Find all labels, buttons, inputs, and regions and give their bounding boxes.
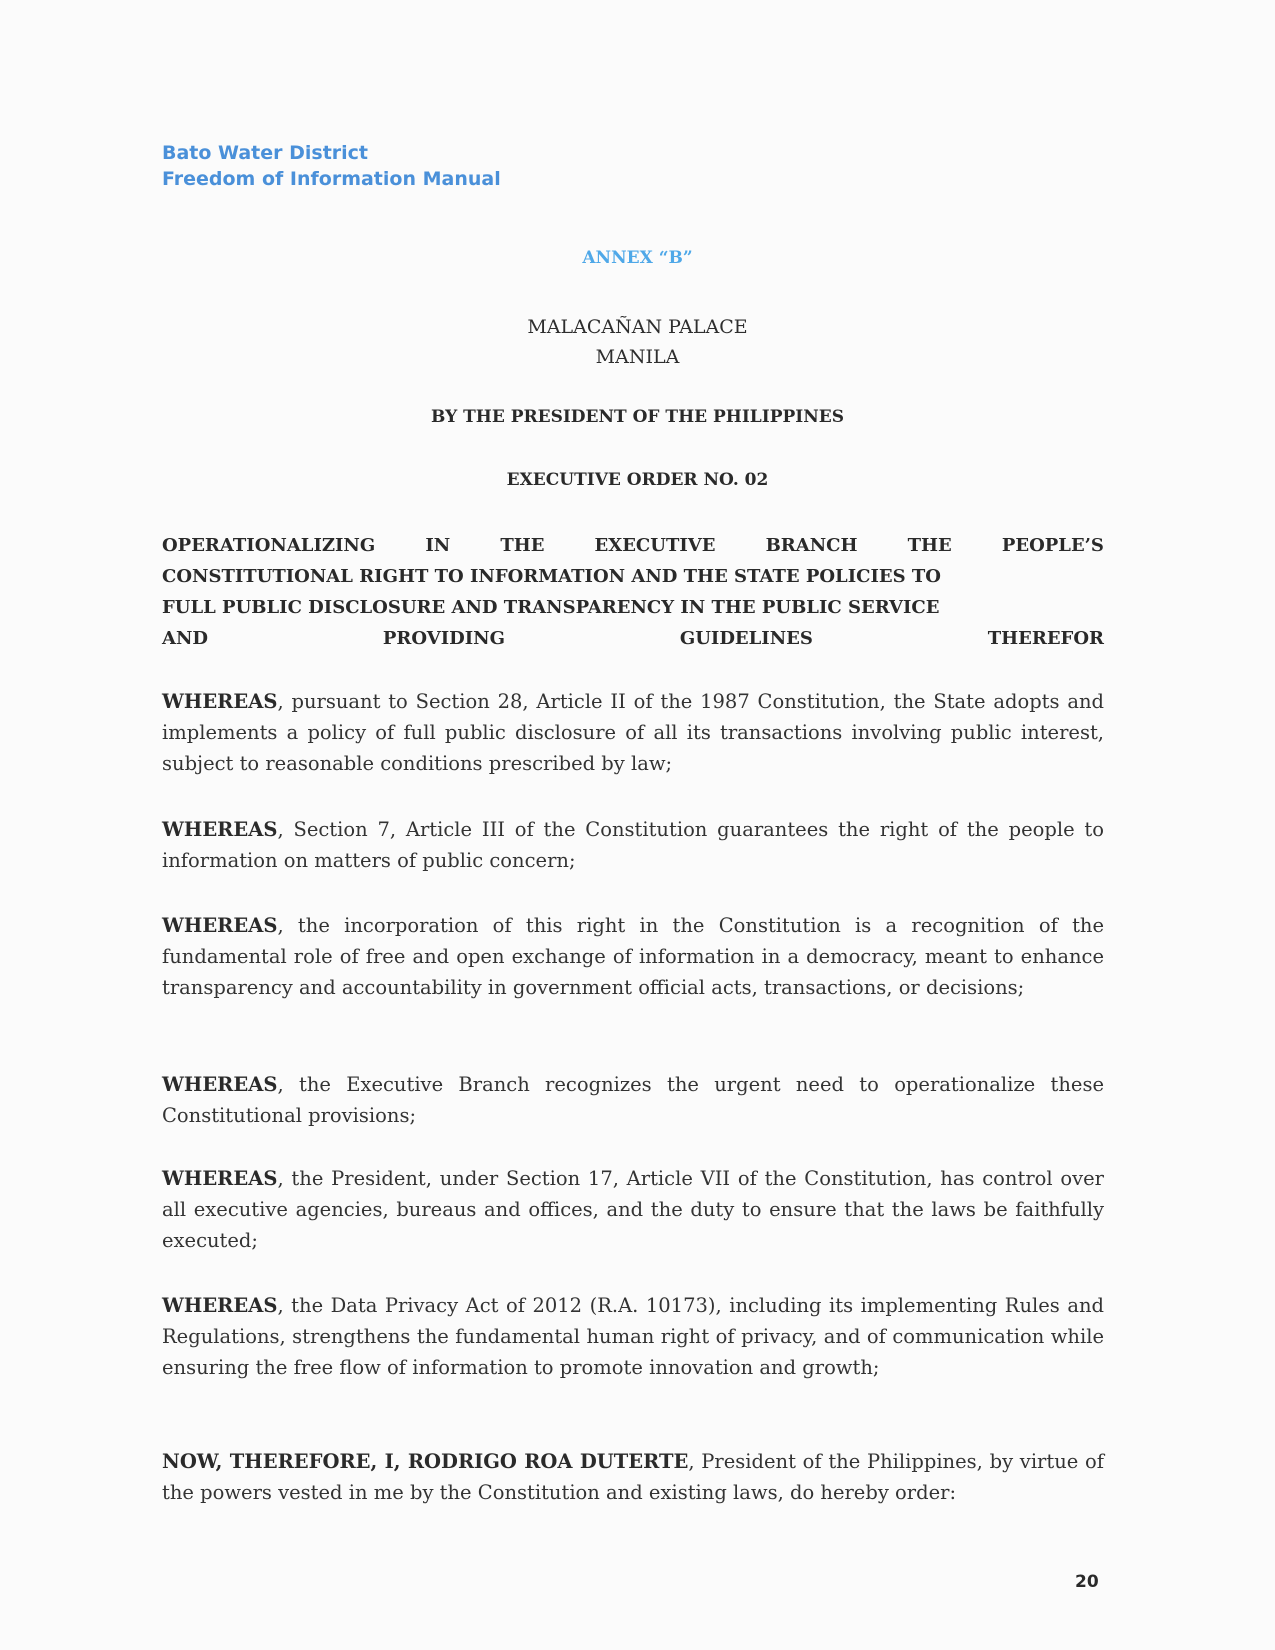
paragraph-lead: WHEREAS xyxy=(162,1167,278,1190)
title-word: THEREFOR xyxy=(987,628,1104,649)
whereas-paragraph-3 xyxy=(162,910,1104,1003)
palace-city: MANILA xyxy=(595,346,680,368)
paragraph-text: , the incorporation of this right in the Constitution is a recognition of the fundamental role of free and open exchange of information in a democracy, meant to enhance transparency and accountability in government official acts, transactions, or decisions; xyxy=(162,914,1104,999)
title-line-4 xyxy=(162,623,1104,654)
executive-order-number: EXECUTIVE ORDER NO. 02 xyxy=(506,470,769,490)
paragraph-text: , the Executive Branch recognizes the urgent need to operationalize these Constitutional provisions; xyxy=(162,1073,1104,1127)
paragraph-lead: WHEREAS xyxy=(162,1294,278,1317)
header-organization: Bato Water District xyxy=(162,142,369,164)
paragraph-text: , Section 7, Article III of the Constitution guarantees the right of the people to information on matters of public concern; xyxy=(162,818,1104,872)
paragraph-text: , the President, under Section 17, Article VII of the Constitution, has control over all executive agencies, bureaus and offices, and the duty to ensure that the laws be faithfully executed; xyxy=(162,1167,1104,1252)
title-word: THE xyxy=(907,535,952,556)
whereas-paragraph-1 xyxy=(162,686,1104,779)
whereas-paragraph-2 xyxy=(162,814,1104,876)
title-word: THE xyxy=(500,535,545,556)
order-title xyxy=(162,530,1104,654)
palace-heading xyxy=(0,312,1275,372)
order-paragraph xyxy=(162,1446,1104,1508)
title-word: GUIDELINES xyxy=(679,628,813,649)
title-word: AND xyxy=(162,628,209,649)
title-word: EXECUTIVE xyxy=(594,535,716,556)
paragraph-text: , the Data Privacy Act of 2012 (R.A. 10173), including its implementing Rules and Regulations, strengthens the fundamental human right of privacy, and of communication while ensuring the free flow of information to promote innovation and growth; xyxy=(162,1294,1104,1379)
whereas-paragraph-5 xyxy=(162,1163,1104,1256)
palace-name: MALACAÑAN PALACE xyxy=(527,316,748,338)
paragraph-lead: WHEREAS xyxy=(162,690,278,713)
document-header xyxy=(162,140,501,192)
president-line: BY THE PRESIDENT OF THE PHILIPPINES xyxy=(431,407,844,427)
paragraph-lead: WHEREAS xyxy=(162,914,278,937)
title-line-3: FULL PUBLIC DISCLOSURE AND TRANSPARENCY IN THE PUBLIC SERVICE xyxy=(162,597,940,618)
annex-label: ANNEX “B” xyxy=(582,248,693,268)
title-word: BRANCH xyxy=(765,535,858,556)
paragraph-lead: WHEREAS xyxy=(162,818,278,841)
title-line-1 xyxy=(162,530,1104,561)
paragraph-text: , pursuant to Section 28, Article II of the 1987 Constitution, the State adopts and implements a policy of full public disclosure of all its transactions involving public interest, subject to reasonable conditions prescribed by law; xyxy=(162,690,1104,775)
paragraph-text: , President of the Philippines, by virtue of the powers vested in me by the Constitution and existing laws, do hereby order: xyxy=(162,1450,1104,1504)
title-line-2: CONSTITUTIONAL RIGHT TO INFORMATION AND THE STATE POLICIES TO xyxy=(162,566,941,587)
title-word: OPERATIONALIZING xyxy=(162,535,376,556)
title-word: PEOPLE’S xyxy=(1001,535,1104,556)
header-manual-title: Freedom of Information Manual xyxy=(162,168,501,190)
title-word: PROVIDING xyxy=(382,628,505,649)
whereas-paragraph-6 xyxy=(162,1290,1104,1383)
page-number: 20 xyxy=(1075,1572,1099,1592)
whereas-paragraph-4 xyxy=(162,1069,1104,1131)
title-word: IN xyxy=(425,535,451,556)
paragraph-lead: WHEREAS xyxy=(162,1073,278,1096)
paragraph-lead: NOW, THEREFORE, I, RODRIGO ROA DUTERTE xyxy=(162,1450,689,1473)
